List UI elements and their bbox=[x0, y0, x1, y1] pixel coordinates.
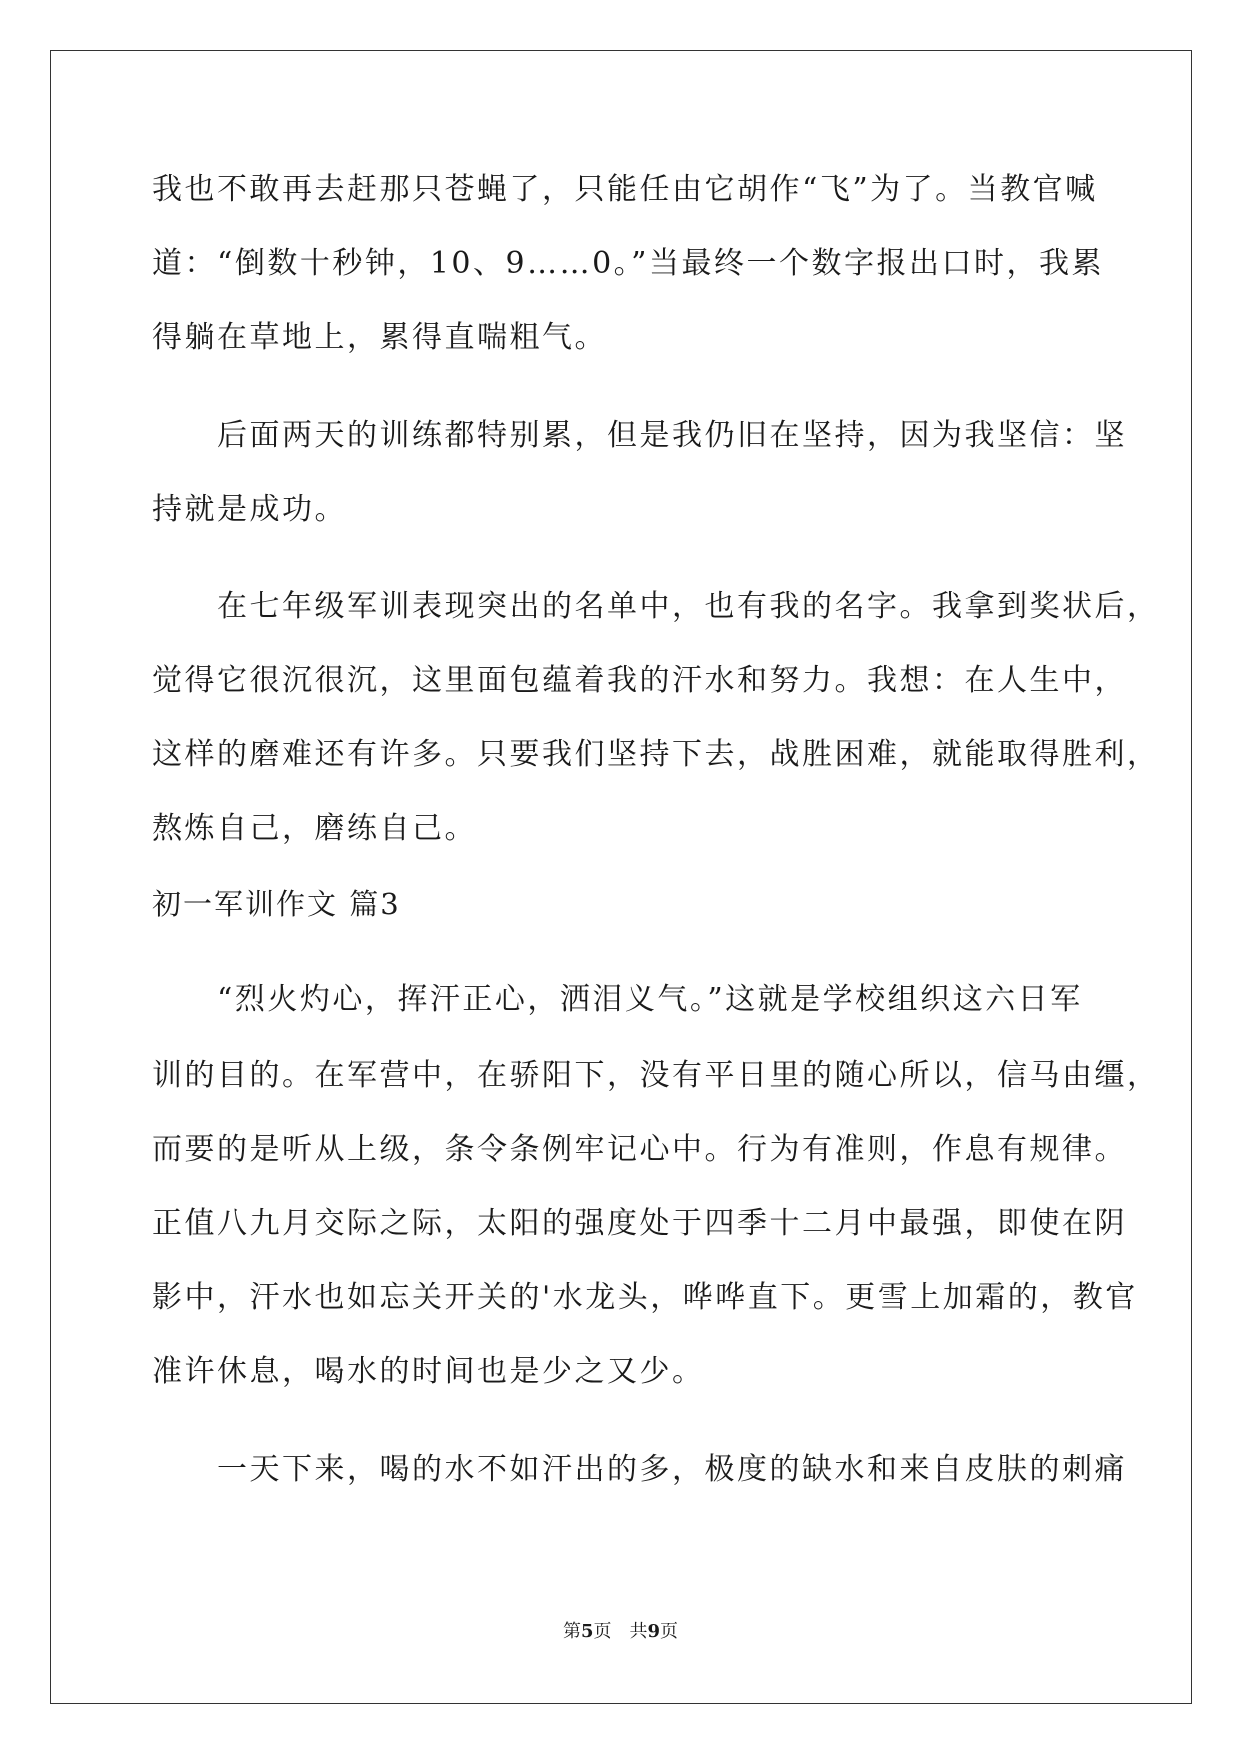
body-line-8: 这样的磨难还有许多。只要我们坚持下去，战胜困难，就能取得胜利， bbox=[152, 737, 1160, 772]
body-line-12: 而要的是听从上级，条令条例牢记心中。行为有准则，作息有规律。 bbox=[152, 1132, 1127, 1167]
body-line-5: 持就是成功。 bbox=[152, 492, 347, 527]
body-line-1: 我也不敢再去赶那只苍蝇了，只能任由它胡作“飞”为了。当教官喊 bbox=[152, 172, 1098, 207]
body-line-10: “烈火灼心，挥汗正心，洒泪义气。”这就是学校组织这六日军 bbox=[152, 982, 1083, 1017]
body-line-11: 训的目的。在军营中，在骄阳下，没有平日里的随心所以，信马由缰， bbox=[152, 1058, 1160, 1093]
body-line-2: 道：“倒数十秒钟，10、9……0。”当最终一个数字报出口时，我累 bbox=[152, 246, 1105, 281]
section-heading: 初一军训作文 篇3 bbox=[152, 887, 401, 921]
body-line-3: 得躺在草地上，累得直喘粗气。 bbox=[152, 320, 607, 355]
body-line-4: 后面两天的训练都特别累，但是我仍旧在坚持，因为我坚信：坚 bbox=[152, 418, 1127, 453]
page-total: 9 bbox=[647, 1621, 661, 1642]
body-line-16: 一天下来，喝的水不如汗出的多，极度的缺水和来自皮肤的刺痛 bbox=[152, 1452, 1127, 1487]
body-line-14: 影中，汗水也如忘关开关的'水龙头，哗哗直下。更雪上加霜的，教官 bbox=[152, 1280, 1138, 1315]
body-line-6: 在七年级军训表现突出的名单中，也有我的名字。我拿到奖状后， bbox=[152, 589, 1160, 624]
body-line-9: 熬炼自己，磨练自己。 bbox=[152, 811, 477, 846]
page-prefix: 第 bbox=[562, 1621, 581, 1642]
page-current: 5 bbox=[580, 1621, 594, 1642]
body-line-15: 准许休息，喝水的时间也是少之又少。 bbox=[152, 1354, 705, 1389]
page-mid: 页 共 bbox=[593, 1621, 648, 1642]
body-line-13: 正值八九月交际之际，太阳的强度处于四季十二月中最强，即使在阴 bbox=[152, 1206, 1127, 1241]
page-suffix: 页 bbox=[660, 1621, 679, 1642]
body-line-7: 觉得它很沉很沉，这里面包蕴着我的汗水和努力。我想：在人生中， bbox=[152, 663, 1127, 698]
page-footer bbox=[0, 1620, 1241, 1644]
